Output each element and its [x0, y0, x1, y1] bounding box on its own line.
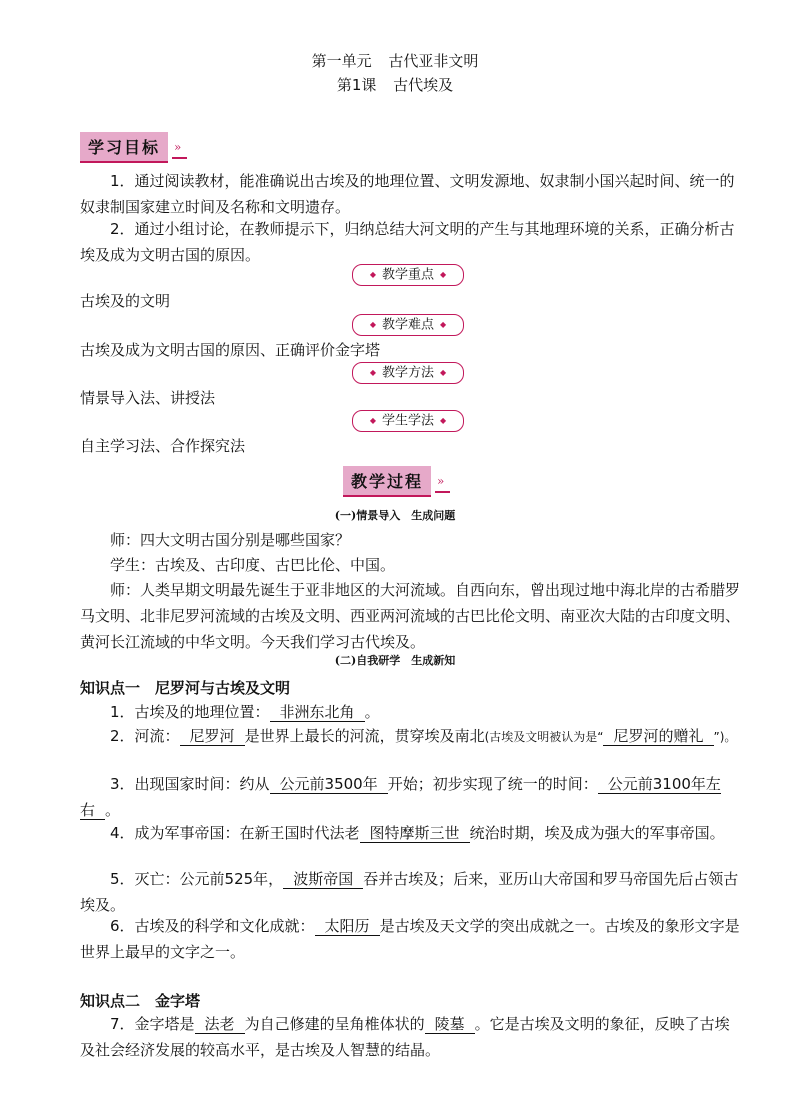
- difficulties-heading: ◆ 教学难点 ◆: [352, 314, 464, 336]
- unit-number: 第一单元: [311, 52, 372, 70]
- answer-1: 非洲东北角: [270, 703, 365, 722]
- double-arrow-icon: »: [435, 470, 450, 493]
- unit-title: [0, 50, 790, 71]
- student-methods-heading: ◆ 学生学法 ◆: [352, 410, 464, 432]
- objectives-heading: [80, 132, 187, 163]
- answer-7b: 陵墓: [425, 1015, 475, 1034]
- item-4: 4．成为军事帝国：在新王国时代法老 图特摩斯三世 统治时期，埃及成为强大的军事帝国。: [110, 824, 725, 842]
- teacher-question: 师：四大文明古国分别是哪些国家？: [110, 531, 351, 549]
- item-2: 2．河流： 尼罗河 是世界上最长的河流，贯穿埃及南北(古埃及文明被认为是“ 尼罗河的赠礼 ”)。: [110, 727, 737, 745]
- difficulties-text: 古埃及成为文明古国的原因、正确评价金字塔: [80, 341, 381, 359]
- methods-heading: ◆ 教学方法 ◆: [352, 362, 464, 384]
- item-6: 6．古埃及的科学和文化成就： 太阳历 是古埃及天文学的突出成就之一。古埃及的象形文字是世界上最早的文字之一。: [80, 917, 740, 961]
- objective-2: 2．通过小组讨论，在教师提示下，归纳总结大河文明的产生与其地理环境的关系，正确分析古埃及成为文明古国的原因。: [80, 220, 735, 264]
- teacher-intro: 师：人类早期文明最先诞生于亚非地区的大河流域。自西向东，曾出现过地中海北岸的古希腊罗马文明、北非尼罗河流域的古埃及文明、西亚两河流域的古巴比伦文明、南亚次大陆的古印度文明、黄河长江流域的中华文明。今天我们学习古代埃及。: [80, 581, 741, 651]
- lesson-name: 古代埃及: [393, 76, 454, 94]
- methods-text: 情景导入法、讲授法: [80, 389, 216, 407]
- item-5: 5．灭亡：公元前525年， 波斯帝国 吞并古埃及；后来，亚历山大帝国和罗马帝国先后占领古埃及。: [80, 870, 739, 914]
- objective-1: 1．通过阅读教材，能准确说出古埃及的地理位置、文明发源地、奴隶制小国兴起时间、统一的奴隶制国家建立时间及名称和文明遗存。: [80, 172, 735, 216]
- item-3: 3．出现国家时间：约从 公元前3500年 开始；初步实现了统一的时间： 公元前3100年左右 。: [80, 775, 721, 819]
- key-points-heading: ◆ 教学重点 ◆: [352, 264, 464, 286]
- unit-name: 古代亚非文明: [388, 52, 479, 70]
- objectives-label: 学习目标: [80, 132, 168, 163]
- answer-6: 太阳历: [315, 917, 380, 936]
- answer-5: 波斯帝国: [283, 870, 363, 889]
- answer-2: 尼罗河: [180, 727, 245, 746]
- knowledge-point-1: 知识点一 尼罗河与古埃及文明: [80, 679, 291, 697]
- section-1-title: (一)情景导入 生成问题: [334, 509, 456, 522]
- process-label: 教学过程: [343, 466, 431, 497]
- answer-7: 法老: [195, 1015, 245, 1034]
- item-7: 7．金字塔是 法老 为自己修建的呈角椎体状的 陵墓 。它是古埃及文明的象征，反映了古埃及社会经济发展的较高水平，是古埃及人智慧的结晶。: [80, 1015, 730, 1059]
- lesson-title: [0, 74, 790, 95]
- item-1: 1．古埃及的地理位置： 非洲东北角 。: [110, 703, 380, 721]
- double-arrow-icon: »: [172, 136, 187, 159]
- student-methods-text: 自主学习法、合作探究法: [80, 437, 246, 455]
- student-answer: 学生：古埃及、古印度、古巴比伦、中国。: [110, 556, 396, 574]
- process-heading: [343, 466, 450, 497]
- section-2-title: (二)自我研学 生成新知: [334, 654, 456, 667]
- answer-2b: 尼罗河的赠礼: [603, 727, 713, 746]
- key-points-text: 古埃及的文明: [80, 292, 171, 310]
- answer-3: 公元前3500年: [270, 775, 388, 794]
- answer-3b: 公元前3100年左右: [80, 775, 721, 819]
- answer-4: 图特摩斯三世: [360, 824, 470, 843]
- lesson-number: 第1课: [336, 76, 377, 94]
- knowledge-point-2: 知识点二 金字塔: [80, 992, 201, 1010]
